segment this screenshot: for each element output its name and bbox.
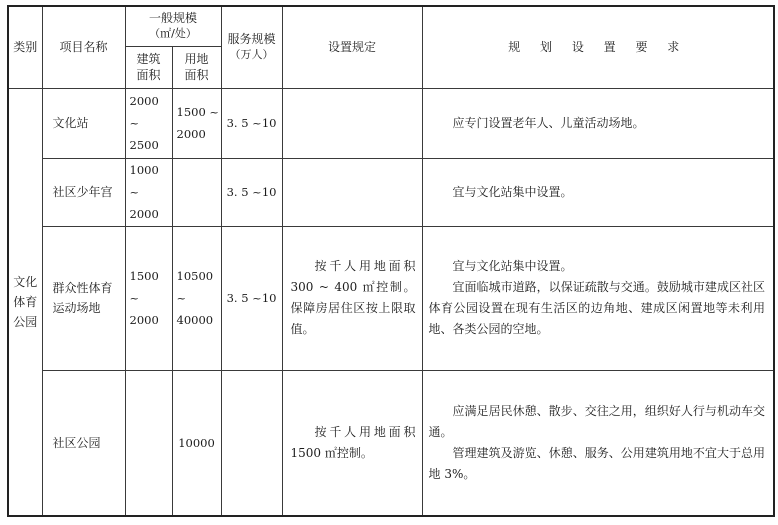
header-item-name: 项目名称 bbox=[42, 6, 125, 88]
header-land-area-line2: 面积 bbox=[184, 68, 209, 82]
header-general-scale-line2: （㎡/处） bbox=[149, 27, 197, 41]
header-general-scale bbox=[125, 6, 221, 46]
item-name-cell: 社区公园 bbox=[42, 370, 125, 516]
header-planning-requirements: 规 划 设 置 要 求 bbox=[422, 6, 774, 88]
building-area-line1: 2000 ~ bbox=[129, 94, 159, 130]
item-name-line1: 群众性体育 bbox=[52, 281, 113, 295]
header-service-scale bbox=[221, 6, 282, 88]
requirement-paragraph: 宜与文化站集中设置。 bbox=[452, 259, 573, 273]
requirements-cell bbox=[422, 226, 774, 370]
header-service-scale-line1: 服务规模 bbox=[227, 32, 276, 47]
category-line1: 文化 bbox=[13, 274, 38, 289]
service-scale-cell: 3. 5 ~10 bbox=[221, 226, 282, 370]
building-area-line2: 2000 bbox=[129, 207, 159, 221]
header-category: 类别 bbox=[8, 6, 42, 88]
category-cell bbox=[8, 88, 42, 516]
header-row-top bbox=[8, 6, 774, 46]
requirements-cell bbox=[422, 88, 774, 158]
table-row bbox=[8, 226, 774, 370]
item-name-cell: 文化站 bbox=[42, 88, 125, 158]
requirements-cell bbox=[422, 158, 774, 226]
item-name-cell bbox=[42, 226, 125, 370]
header-building-area bbox=[125, 46, 172, 88]
building-area-line2: 2500 bbox=[129, 138, 159, 152]
land-area-cell bbox=[172, 158, 221, 226]
requirements-cell bbox=[422, 370, 774, 516]
requirement-paragraph: 应专门设置老年人、儿童活动场地。 bbox=[452, 115, 645, 130]
table-row bbox=[8, 88, 774, 158]
land-area-cell: 10000 bbox=[172, 370, 221, 516]
land-area-line2: 2000 bbox=[176, 127, 206, 141]
land-area-cell bbox=[172, 226, 221, 370]
facility-spec-table bbox=[7, 5, 775, 517]
table-row bbox=[8, 158, 774, 226]
land-area-line1: 10500 ~ bbox=[176, 269, 214, 305]
building-area-line1: 1500 ~ bbox=[129, 269, 159, 305]
header-building-area-line2: 面积 bbox=[136, 68, 161, 82]
building-area-line1: 1000 ~ bbox=[129, 163, 159, 199]
category-line3: 公园 bbox=[13, 314, 38, 329]
header-setup-rule: 设置规定 bbox=[282, 6, 422, 88]
header-service-scale-line2: （万人） bbox=[229, 48, 274, 62]
building-area-cell bbox=[125, 370, 172, 516]
land-area-line2: 40000 bbox=[176, 313, 214, 327]
requirement-paragraph: 管理建筑及游览、休憩、服务、公用建筑用地不宜大于总用地 3%。 bbox=[428, 445, 766, 481]
setup-rule-paragraph: 按千人用地面积300 ~ 400 ㎡控制。保障房居住区按上限取值。 bbox=[290, 259, 416, 336]
item-name-cell: 社区少年宫 bbox=[42, 158, 125, 226]
header-land-area bbox=[172, 46, 221, 88]
header-building-area-line1: 建筑 bbox=[136, 52, 161, 66]
header-general-scale-line1: 一般规模 bbox=[149, 11, 198, 26]
service-scale-cell bbox=[221, 370, 282, 516]
setup-rule-cell bbox=[282, 88, 422, 158]
requirement-paragraph: 宜面临城市道路，以保证疏散与交通。鼓励城市建成区社区体育公园设置在现有生活区的边角地、建成区闲置地等未利用地、各类公园的空地。 bbox=[428, 280, 766, 336]
header-land-area-line1: 用地 bbox=[184, 52, 209, 66]
building-area-cell bbox=[125, 158, 172, 226]
setup-rule-cell bbox=[282, 226, 422, 370]
category-line2: 体育 bbox=[13, 294, 38, 309]
building-area-line2: 2000 bbox=[129, 313, 159, 327]
building-area-cell bbox=[125, 226, 172, 370]
land-area-cell bbox=[172, 88, 221, 158]
requirement-paragraph: 宜与文化站集中设置。 bbox=[452, 184, 573, 199]
service-scale-cell: 3. 5 ~10 bbox=[221, 88, 282, 158]
requirement-paragraph: 应满足居民休憩、散步、交往之用，组织好人行与机动车交通。 bbox=[428, 403, 766, 439]
item-name-line2: 运动场地 bbox=[52, 301, 101, 315]
building-area-cell bbox=[125, 88, 172, 158]
service-scale-cell: 3. 5 ~10 bbox=[221, 158, 282, 226]
table-row bbox=[8, 370, 774, 516]
setup-rule-paragraph: 按千人用地面积1500 ㎡控制。 bbox=[290, 424, 416, 460]
setup-rule-cell bbox=[282, 370, 422, 516]
setup-rule-cell bbox=[282, 158, 422, 226]
land-area-line1: 1500 ~ bbox=[176, 105, 220, 119]
